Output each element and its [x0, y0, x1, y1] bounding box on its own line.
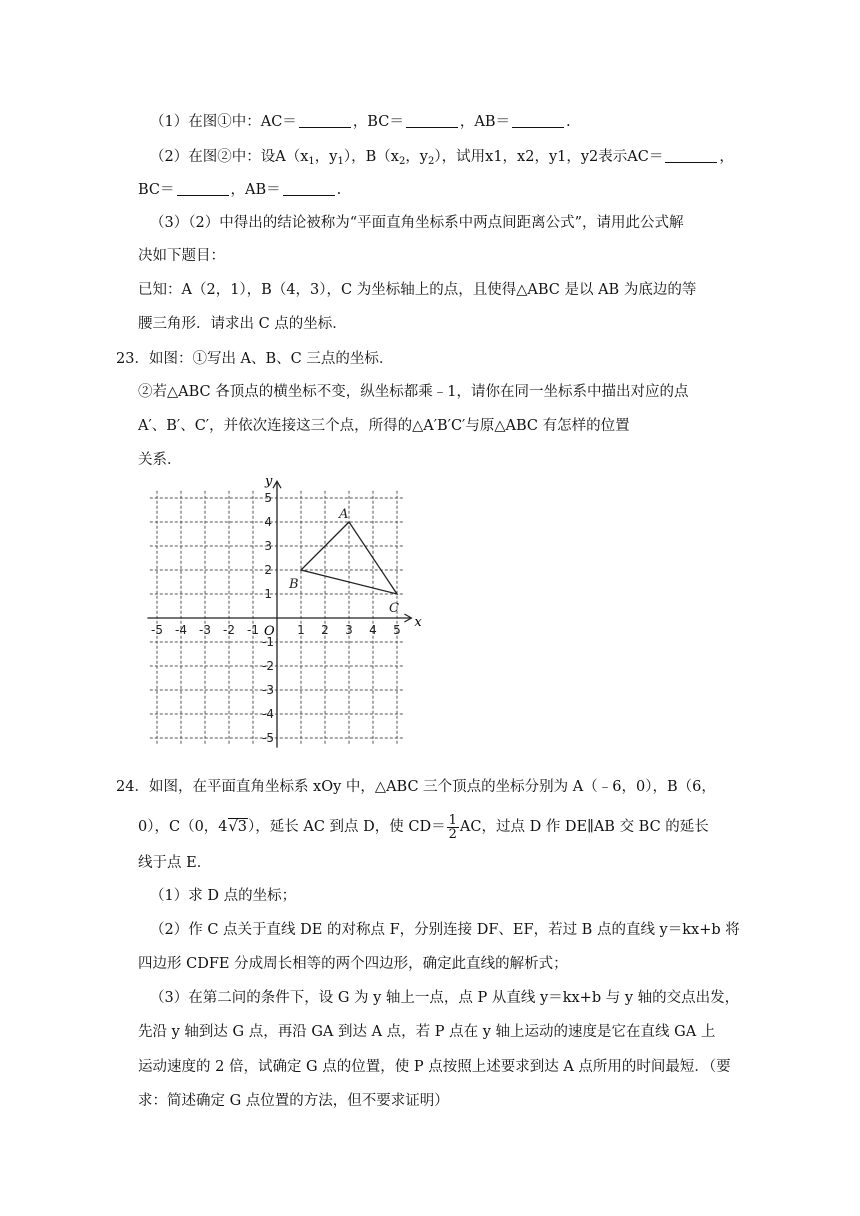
- sqrt-expression: √3: [228, 819, 248, 835]
- y-tick-label: 4: [264, 515, 272, 529]
- x-tick-label: 5: [393, 623, 401, 637]
- q24-sub3-line3: 运动速度的 2 倍，试确定 G 点的位置，使 P 点按照上述要求到达 A 点所用的时间最短．（要: [138, 1059, 731, 1075]
- q24-sub2-line1: （2）作 C 点关于直线 DE 的对称点 F，分别连接 DF、EF，若过 B 点的直线 y＝kx+b 将: [150, 922, 740, 938]
- x-tick-label: -3: [199, 623, 211, 637]
- q22-part3-line4: 腰三角形．请求出 C 点的坐标．: [138, 316, 347, 332]
- answer-blank: [512, 113, 564, 128]
- q23-line4: 关系．: [138, 452, 182, 468]
- q24-line1: 24．如图，在平面直角坐标系 xOy 中，△ABC 三个顶点的坐标分别为 A（﹣6，0），B（6，: [116, 779, 716, 795]
- point-label-b: B: [289, 577, 299, 592]
- axes: [147, 481, 411, 747]
- x-tick-label: 1: [297, 623, 305, 637]
- x-axis-label: x: [414, 615, 422, 630]
- origin-label: O: [264, 624, 275, 639]
- answer-blank: [665, 148, 717, 163]
- x-tick-label: -5: [151, 623, 163, 637]
- q24-line3: 线于点 E．: [138, 855, 212, 871]
- point-label-c: C: [389, 601, 399, 616]
- y-tick-label: 1: [264, 587, 272, 601]
- q22-part3-line3: 已知：A（2，1），B（4，3），C 为坐标轴上的点，且使得△ABC 是以 AB 为底边的等: [138, 282, 697, 298]
- q23-line2: ②若△ABC 各顶点的横坐标不变，纵坐标都乘﹣1，请你在同一坐标系中描出对应的点: [138, 384, 689, 400]
- q22-part3-line1: （3）（2）中得出的结论被称为“平面直角坐标系中两点间距离公式”，请用此公式解: [150, 215, 684, 231]
- q24-sub3-line4: 求：简述确定 G 点位置的方法，但不要求证明）: [138, 1093, 449, 1109]
- q24-sub3-line2: 先沿 y 轴到达 G 点，再沿 GA 到达 A 点，若 P 点在 y 轴上运动的速度是它在直线 GA 上: [138, 1024, 716, 1040]
- y-tick-label: 3: [264, 539, 272, 553]
- y-tick-label: 5: [264, 491, 272, 505]
- q24-line2: 0），C（0，4√3），延长 AC 到点 D，使 CD＝ $\frac{1}{2}$ AC，过点 D 作 DE∥AB 交 BC 的延长: [138, 812, 709, 842]
- answer-blank: [299, 113, 351, 128]
- q24-sub1: （1）求 D 点的坐标；: [150, 888, 297, 904]
- q22-part2-line2: BC＝ ，AB＝ .: [138, 182, 342, 198]
- y-tick-label: -3: [262, 683, 274, 697]
- x-tick-label: -1: [247, 623, 259, 637]
- y-tick-label: -2: [262, 659, 274, 673]
- q24-sub2-line2: 四边形 CDFE 分成周长相等的两个四边形，确定此直线的解析式；: [138, 956, 568, 972]
- q24-sub3-line1: （3）在第二问的条件下，设 G 为 y 轴上一点，点 P 从直线 y＝kx+b 与 y 轴的交点出发，: [150, 990, 740, 1006]
- q22-part1: （1）在图①中：AC＝ ，BC＝ ，AB＝ .: [150, 114, 571, 130]
- y-tick-label: -4: [262, 707, 274, 721]
- q23-line1: 23．如图：①写出 A、B、C 三点的坐标．: [116, 351, 394, 367]
- point-label-a: A: [339, 507, 349, 522]
- fraction-one-half: $\frac{1}{2}$: [448, 812, 457, 842]
- x-tick-label: -4: [175, 623, 187, 637]
- y-tick-label: -1: [262, 635, 274, 649]
- coordinate-grid-figure: [146, 474, 422, 757]
- answer-blank: [406, 113, 458, 128]
- x-tick-label: 2: [321, 623, 329, 637]
- y-axis-label: y: [265, 474, 273, 490]
- x-tick-label: 3: [345, 623, 353, 637]
- x-tick-label: -2: [223, 623, 235, 637]
- y-tick-label: -5: [262, 731, 274, 745]
- answer-blank: [177, 181, 229, 196]
- q22-part2: （2）在图②中：设$A(x_1$，$y_1$），$B(x_2$，$y_2$），试用x1，x2，y1，y2表示AC＝ ，: [150, 149, 734, 167]
- x-tick-label: 4: [369, 623, 377, 637]
- y-tick-label: 2: [264, 563, 272, 577]
- triangle-abc: [288, 507, 399, 616]
- q23-line3: A′、B′、C′，并依次连接这三个点，所得的△A′B′C′与原△ABC 有怎样的位置: [138, 418, 630, 434]
- answer-blank: [283, 181, 335, 196]
- q22-part3-line2: 决如下题目：: [138, 248, 225, 264]
